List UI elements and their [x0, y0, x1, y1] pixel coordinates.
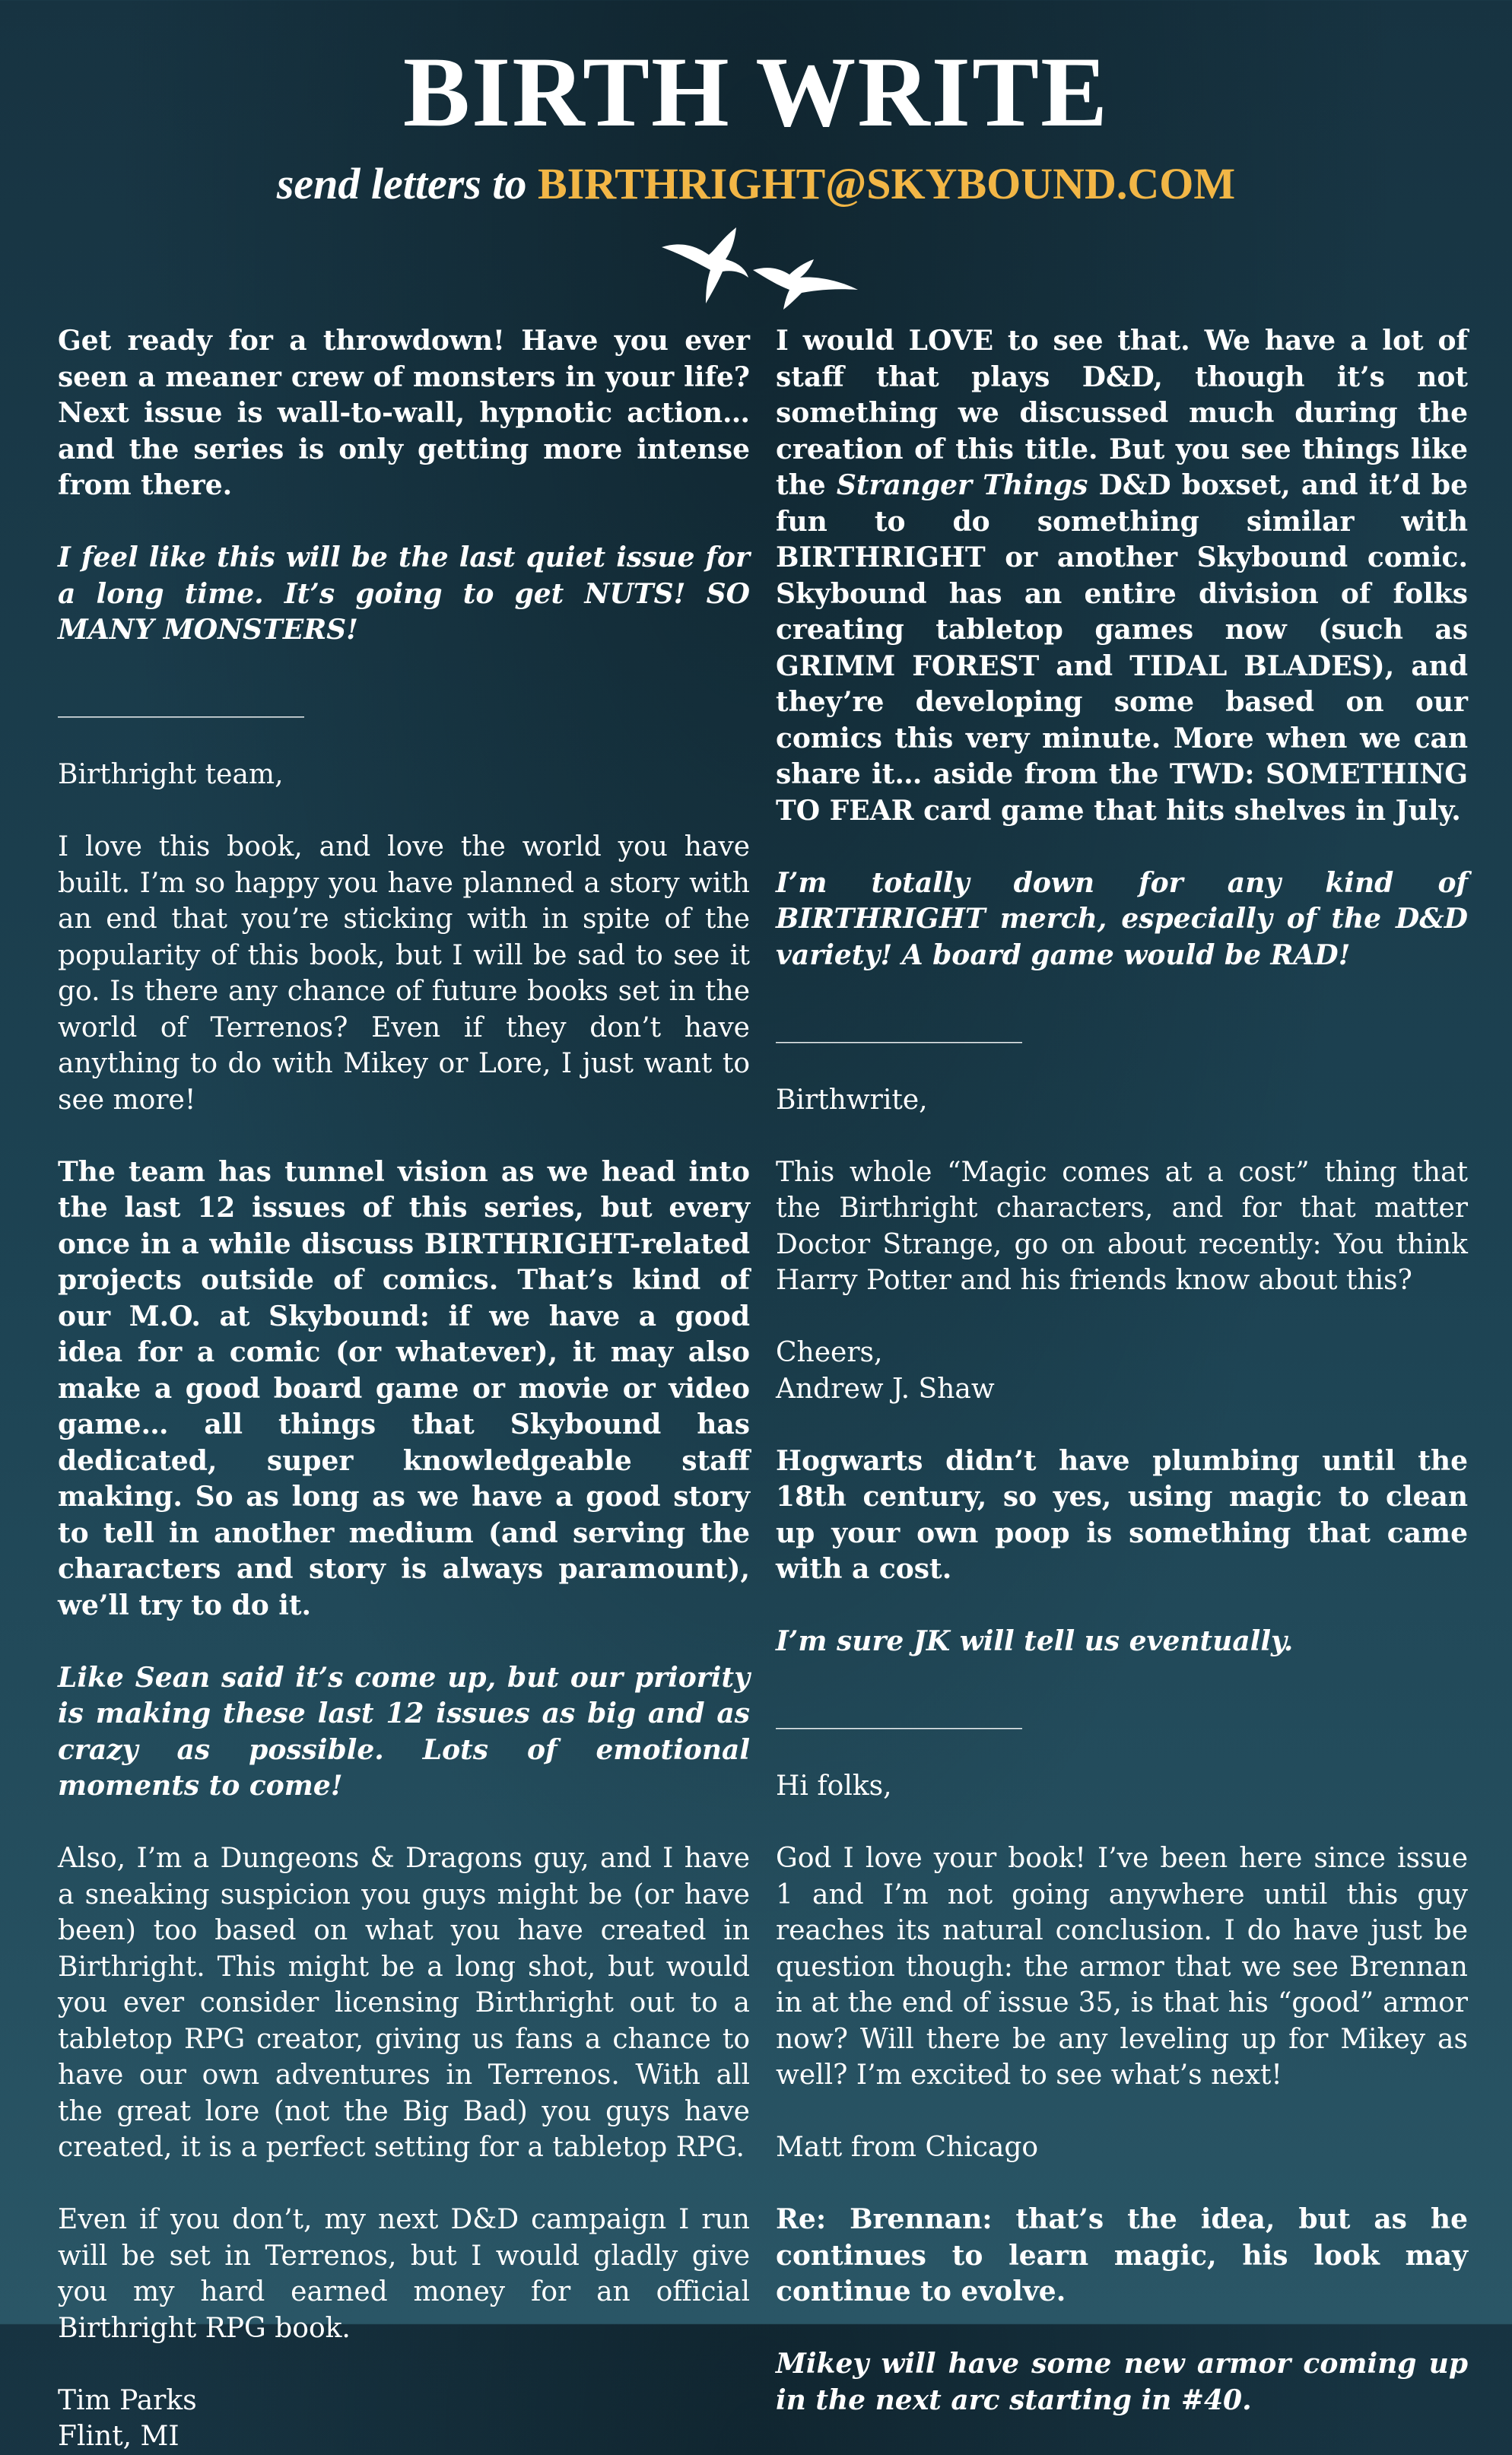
letter-body: This whole “Magic comes at a cost” thing that the Birthright characters, and for that matter Doctor Strange, go on about recently: You think Harry Potter and his friends know about this?	[776, 1156, 1468, 1296]
letter-greeting: Birthwrite,	[776, 1084, 928, 1116]
subtitle-lead: send letters to	[276, 159, 527, 208]
masthead	[0, 36, 1512, 208]
page-title: BIRTH WRITE	[402, 36, 1110, 148]
response-text: D&D boxset, and it’d be fun to do something similar with BIRTHRIGHT or another Skybound comic. Skybound has an entire division of folks creating tabletop games now (such as GRIMM FOREST and TIDAL BLADES), and they’re developing some based on our comics this very minute. More when we can share it… aside from the TWD: SOMETHING TO FEAR card game that hits shelves in July.	[776, 469, 1468, 827]
editor-response: The team has tunnel vision as we head into the last 12 issues of this series, but every once in a while discuss BIRTHRIGHT-related projects outside of comics. That’s kind of our M.O. at Skybound: if we have a good idea for a comic (or whatever), it may also make a good board game or movie or video game… all things that Skybound has dedicated, super knowledgeable staff making. So as long as we have a good story to tell in another medium (and serving the characters and story is always paramount), we’ll try to do it.	[58, 1155, 750, 1621]
letter-signature-place: Flint, MI	[58, 2421, 179, 2452]
left-column	[58, 323, 750, 2455]
editor-response-italic: Like Sean said it’s come up, but our priority is making these last 12 issues as big and as crazy as possible. Lots of emotional moments to come!	[58, 1661, 750, 1802]
letter-body: God I love your book! I’ve been here since issue 1 and I’m not going anywhere until this guy reaches its natural conclusion. I do have just be question though: the armor that we see Brennan in at the end of issue 35, is that his “good” armor now? Will there be any leveling up for Mikey as well? I’m excited to see what’s next!	[776, 1843, 1468, 2091]
subtitle	[0, 159, 1512, 208]
divider-rule: __________________	[776, 1012, 1022, 1043]
editor-response-italic: I’m sure JK will tell us eventually.	[776, 1625, 1294, 1657]
letter-body: Even if you don’t, my next D&D campaign I run will be set in Terrenos, but I would gladly give you my hard earned money for an official Birthright RPG book.	[58, 2204, 750, 2344]
editor-response-italic: I feel like this will be the last quiet issue for a long time. It’s going to get NUTS! SO MANY MONSTERS!	[58, 541, 750, 646]
editor-response: Get ready for a throwdown! Have you ever seen a meaner crew of monsters in your life? Next issue is wall-to-wall, hypnotic action…and the series is only getting more intense from there.	[58, 325, 750, 501]
editor-response	[776, 323, 1468, 829]
email-link[interactable]: BIRTHRIGHT@SKYBOUND.COM	[537, 159, 1236, 208]
editor-response-italic: Mikey will have some new armor coming up in the next arc starting in #40.	[776, 2348, 1468, 2416]
response-text: I would LOVE to see that. We have a lot of staff that plays D&D, though it’s not something we discussed much during the creation of this title. But you see things like the	[776, 325, 1468, 501]
letter-body: Also, I’m a Dungeons & Dragons guy, and I have a sneaking suspicion you guys might be (or have been) too based on what you have created in Birthright. This might be a long shot, but would you ever consider licensing Birthright out to a tabletop RPG creator, giving us fans a chance to have our own adventures in Terrenos. With all the great lore (not the Big Bad) you guys have created, it is a perfect setting for a tabletop RPG.	[58, 1843, 750, 2163]
letter-signature-name: Tim Parks	[58, 2384, 197, 2416]
letter-greeting: Birthright team,	[58, 759, 284, 790]
bats-silhouette-icon	[662, 224, 859, 316]
divider-rule: __________________	[776, 1698, 1022, 1729]
letter-signature-name: Andrew J. Shaw	[776, 1373, 995, 1405]
right-column	[776, 323, 1468, 2418]
editor-response: Re: Brennan: that’s the idea, but as he continues to learn magic, his look may continue to evolve.	[776, 2203, 1468, 2307]
letter-signature-name: Matt from Chicago	[776, 2132, 1039, 2163]
editor-response: Hogwarts didn’t have plumbing until the 18th century, so yes, using magic to clean up your own poop is something that came with a cost.	[776, 1444, 1468, 1585]
letter-body: I love this book, and love the world you have built. I’m so happy you have planned a story with an end that you’re sticking with in spite of the popularity of this book, but I will be sad to see it go. Is there any chance of future books set in the world of Terrenos? Even if they don’t have anything to do with Mikey or Lore, I just want to see more!	[58, 831, 750, 1116]
letter-greeting: Hi folks,	[776, 1771, 892, 1802]
divider-rule: __________________	[58, 687, 304, 718]
editor-response-italic: I’m totally down for any kind of BIRTHRIGHT merch, especially of the D&D variety! A board game would be RAD!	[776, 866, 1468, 971]
response-title-italic: Stranger Things	[836, 469, 1088, 501]
letter-signoff: Cheers,	[776, 1337, 883, 1368]
